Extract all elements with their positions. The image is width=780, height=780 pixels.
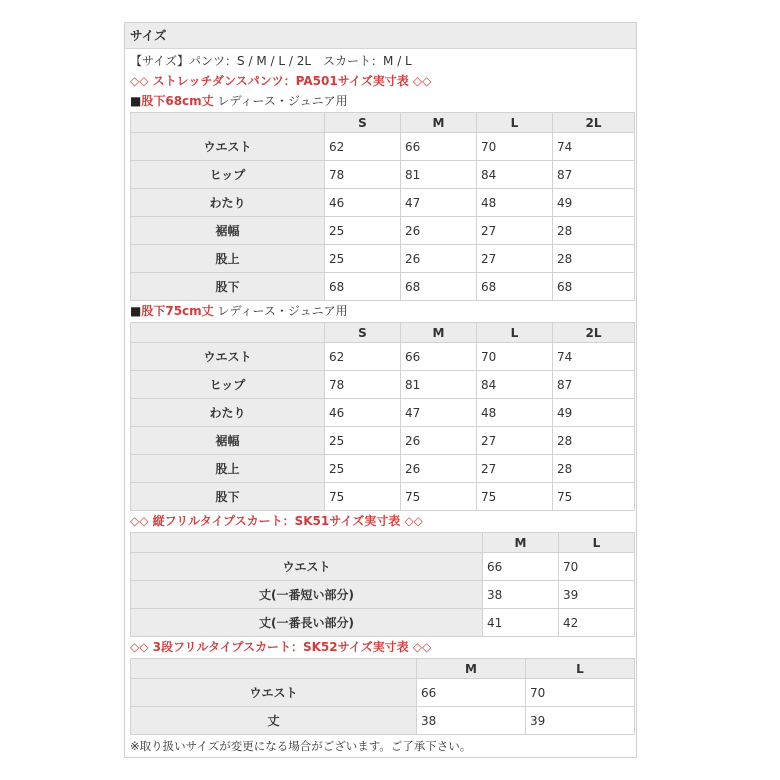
row-label: 丈(一番長い部分) [131, 609, 483, 637]
table-cell: 81 [401, 161, 477, 189]
table-header-row [131, 659, 635, 679]
size-header: 2L [553, 113, 635, 133]
table-row [131, 399, 635, 427]
table-cell: 25 [325, 217, 401, 245]
table-cell: 26 [401, 217, 477, 245]
table-cell: 25 [325, 245, 401, 273]
pants-75-size-table [130, 322, 635, 511]
sk52-heading: ◇◇ 3段フリルタイプスカート：SK52サイズ実寸表 ◇◇ [130, 640, 432, 654]
footnote: ※取り扱いサイズが変更になる場合がございます。ご了承下さい。 [130, 739, 472, 753]
table-cell: 25 [325, 427, 401, 455]
inseam-label: 股下75cm丈 [141, 304, 214, 318]
size-header: M [401, 323, 477, 343]
size-header: S [325, 113, 401, 133]
table-cell: 26 [401, 455, 477, 483]
pants-75-caption [130, 303, 348, 319]
table-cell: 87 [553, 161, 635, 189]
header-blank-cell [131, 533, 483, 553]
row-label: 裾幅 [131, 217, 325, 245]
size-summary: 【サイズ】パンツ：S / M / L / 2L スカート：M / L [130, 54, 412, 68]
header-blank-cell [131, 113, 325, 133]
table-header-row [131, 113, 635, 133]
table-row [131, 427, 635, 455]
table-cell: 49 [553, 399, 635, 427]
table-cell: 28 [553, 245, 635, 273]
table-cell: 49 [553, 189, 635, 217]
sk51-size-table [130, 532, 635, 637]
table-cell: 47 [401, 399, 477, 427]
target-note: レディース・ジュニア用 [213, 94, 348, 108]
size-section [124, 22, 637, 758]
table-row [131, 133, 635, 161]
row-label: ウエスト [131, 343, 325, 371]
table-cell: 75 [477, 483, 553, 511]
table-cell: 39 [559, 581, 635, 609]
table-row [131, 483, 635, 511]
table-cell: 75 [553, 483, 635, 511]
table-cell: 46 [325, 189, 401, 217]
inseam-label: 股下68cm丈 [141, 94, 214, 108]
row-label: 股下 [131, 483, 325, 511]
pants-heading: ◇◇ ストレッチダンスパンツ：PA501サイズ実寸表 ◇◇ [130, 74, 432, 88]
table-cell: 28 [553, 217, 635, 245]
table-cell: 70 [559, 553, 635, 581]
table-cell: 66 [417, 679, 526, 707]
size-header: M [401, 113, 477, 133]
table-cell: 81 [401, 371, 477, 399]
table-row [131, 455, 635, 483]
table-row [131, 609, 635, 637]
table-row [131, 707, 635, 735]
table-cell: 78 [325, 161, 401, 189]
table-cell: 66 [401, 343, 477, 371]
table-cell: 38 [417, 707, 526, 735]
table-cell: 68 [325, 273, 401, 301]
row-label: ヒップ [131, 371, 325, 399]
table-cell: 75 [401, 483, 477, 511]
table-header-row [131, 533, 635, 553]
section-title: サイズ [125, 23, 636, 49]
table-cell: 48 [477, 399, 553, 427]
table-cell: 66 [483, 553, 559, 581]
table-cell: 68 [401, 273, 477, 301]
table-cell: 46 [325, 399, 401, 427]
pants-68-size-table [130, 112, 635, 301]
header-blank-cell [131, 659, 417, 679]
table-cell: 25 [325, 455, 401, 483]
row-label: 股上 [131, 245, 325, 273]
sk51-heading: ◇◇ 縦フリルタイプスカート：SK51サイズ実寸表 ◇◇ [130, 514, 423, 528]
target-note: レディース・ジュニア用 [213, 304, 348, 318]
table-cell: 70 [526, 679, 635, 707]
table-cell: 62 [325, 343, 401, 371]
size-header: 2L [553, 323, 635, 343]
sk52-size-table [130, 658, 635, 735]
table-cell: 84 [477, 371, 553, 399]
table-cell: 78 [325, 371, 401, 399]
table-cell: 27 [477, 455, 553, 483]
table-cell: 70 [477, 343, 553, 371]
table-cell: 42 [559, 609, 635, 637]
row-label: ウエスト [131, 553, 483, 581]
row-label: ウエスト [131, 679, 417, 707]
size-header: S [325, 323, 401, 343]
size-header: L [526, 659, 635, 679]
table-row [131, 371, 635, 399]
pants-68-caption [130, 93, 348, 109]
table-row [131, 189, 635, 217]
table-cell: 70 [477, 133, 553, 161]
table-cell: 27 [477, 217, 553, 245]
row-label: わたり [131, 399, 325, 427]
row-label: 股上 [131, 455, 325, 483]
size-header: L [477, 323, 553, 343]
row-label: ウエスト [131, 133, 325, 161]
table-cell: 84 [477, 161, 553, 189]
square-marker-icon: ■ [130, 304, 142, 318]
table-cell: 28 [553, 455, 635, 483]
table-cell: 62 [325, 133, 401, 161]
size-header: L [477, 113, 553, 133]
size-header: L [559, 533, 635, 553]
table-cell: 47 [401, 189, 477, 217]
table-cell: 26 [401, 245, 477, 273]
table-cell: 38 [483, 581, 559, 609]
table-cell: 68 [477, 273, 553, 301]
row-label: 丈 [131, 707, 417, 735]
table-cell: 68 [553, 273, 635, 301]
size-header: M [483, 533, 559, 553]
table-cell: 48 [477, 189, 553, 217]
table-cell: 27 [477, 427, 553, 455]
table-row [131, 679, 635, 707]
row-label: 丈(一番短い部分) [131, 581, 483, 609]
table-row [131, 273, 635, 301]
table-row [131, 217, 635, 245]
table-cell: 66 [401, 133, 477, 161]
table-cell: 26 [401, 427, 477, 455]
square-marker-icon: ■ [130, 94, 142, 108]
header-blank-cell [131, 323, 325, 343]
row-label: ヒップ [131, 161, 325, 189]
row-label: 裾幅 [131, 427, 325, 455]
table-cell: 74 [553, 133, 635, 161]
table-row [131, 161, 635, 189]
row-label: 股下 [131, 273, 325, 301]
table-cell: 28 [553, 427, 635, 455]
table-row [131, 581, 635, 609]
table-cell: 39 [526, 707, 635, 735]
table-cell: 74 [553, 343, 635, 371]
table-row [131, 553, 635, 581]
table-cell: 87 [553, 371, 635, 399]
table-row [131, 245, 635, 273]
size-header: M [417, 659, 526, 679]
table-header-row [131, 323, 635, 343]
table-cell: 41 [483, 609, 559, 637]
table-cell: 75 [325, 483, 401, 511]
row-label: わたり [131, 189, 325, 217]
table-cell: 27 [477, 245, 553, 273]
table-row [131, 343, 635, 371]
